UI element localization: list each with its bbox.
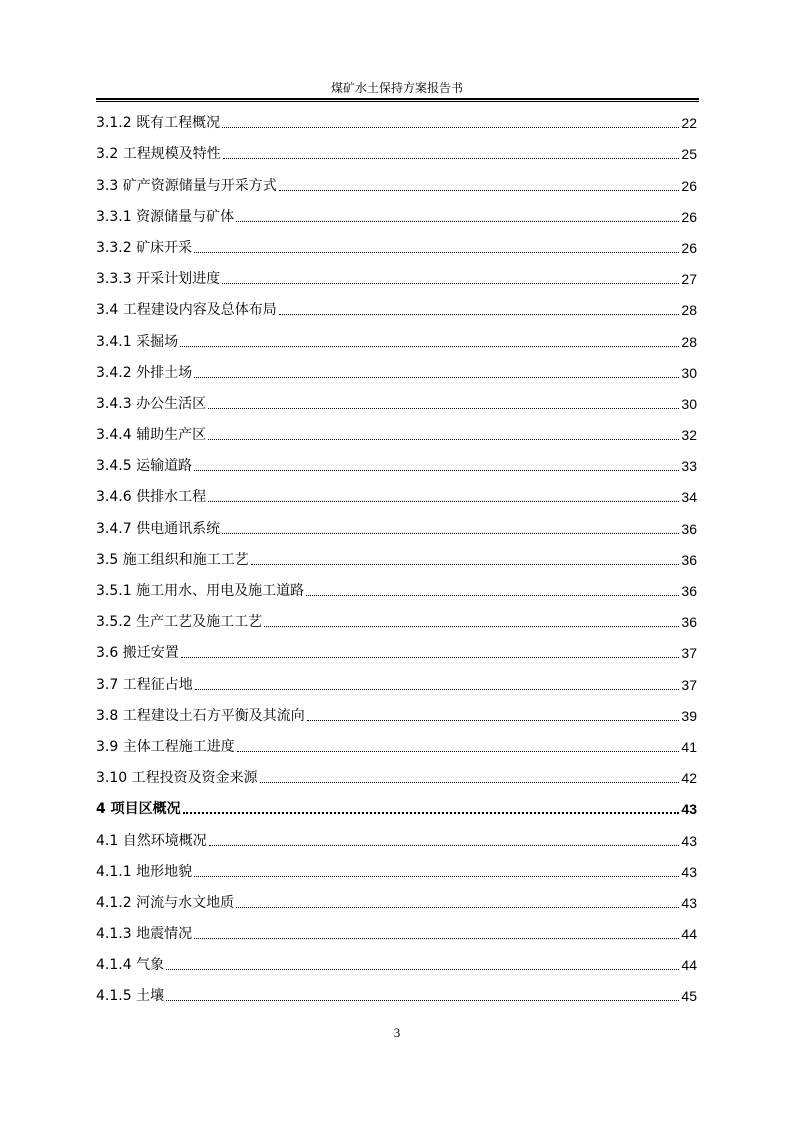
toc-dot-leader — [236, 221, 679, 222]
toc-dot-leader — [279, 190, 680, 191]
toc-entry[interactable] — [96, 882, 697, 913]
toc-entry[interactable] — [96, 352, 697, 383]
toc-entry-label: 3.8 工程建设土石方平衡及其流向 — [96, 707, 305, 724]
toc-dot-leader — [208, 501, 679, 502]
toc-dot-leader — [307, 720, 680, 721]
toc-dot-leader — [306, 595, 679, 596]
toc-dot-leader — [208, 408, 679, 409]
toc-entry-page: 42 — [681, 770, 697, 787]
toc-entry-label: 4.1.5 土壤 — [96, 988, 165, 1005]
toc-entry-page: 44 — [681, 926, 697, 943]
toc-entry[interactable] — [96, 102, 697, 133]
toc-entry[interactable] — [96, 944, 697, 975]
header-rule — [96, 98, 699, 100]
toc-entry-label: 3.4 工程建设内容及总体布局 — [96, 302, 277, 319]
toc-dot-leader — [194, 938, 679, 939]
toc-entry-page: 30 — [681, 364, 697, 381]
toc-dot-leader — [194, 377, 679, 378]
toc-entry-page: 33 — [681, 458, 697, 475]
toc-entry[interactable] — [96, 975, 697, 1006]
toc-entry-page: 44 — [681, 957, 697, 974]
toc-entry[interactable] — [96, 445, 697, 476]
toc-dot-leader — [208, 439, 679, 440]
table-of-contents — [96, 102, 697, 1006]
toc-entry[interactable] — [96, 164, 697, 195]
toc-entry-label: 3.1.2 既有工程概况 — [96, 115, 221, 132]
toc-entry[interactable] — [96, 757, 697, 788]
toc-entry[interactable] — [96, 819, 697, 850]
toc-entry[interactable] — [96, 507, 697, 538]
toc-entry-label: 3.5.2 生产工艺及施工工艺 — [96, 614, 263, 631]
toc-entry[interactable] — [96, 851, 697, 882]
toc-entry-page: 26 — [681, 239, 697, 256]
toc-entry-page: 43 — [681, 894, 697, 911]
toc-entry-page: 43 — [681, 832, 697, 849]
toc-entry-label: 3.5 施工组织和施工工艺 — [96, 551, 249, 568]
toc-entry[interactable] — [96, 539, 697, 570]
toc-entry-page: 26 — [681, 208, 697, 225]
toc-dot-leader — [279, 314, 680, 315]
toc-dot-leader — [195, 689, 680, 690]
header-title: 煤矿水土保持方案报告书 — [330, 81, 463, 95]
toc-entry[interactable] — [96, 788, 697, 819]
page-number: 3 — [393, 1025, 401, 1040]
toc-entry-page: 39 — [681, 707, 697, 724]
toc-entry-label: 4.1 自然环境概况 — [96, 832, 207, 849]
toc-entry-page: 36 — [681, 614, 697, 631]
toc-dot-leader — [166, 1000, 679, 1001]
toc-entry-page: 36 — [681, 583, 697, 599]
toc-entry-label: 3.10 工程投资及资金来源 — [96, 770, 258, 787]
toc-entry-label: 3.4.7 供电通讯系统 — [96, 520, 221, 537]
toc-entry-label: 3.4.1 采掘场 — [96, 333, 179, 350]
toc-entry-label: 3.3.1 资源储量与矿体 — [96, 208, 235, 225]
toc-entry-page: 36 — [681, 520, 697, 537]
toc-dot-leader — [264, 626, 679, 627]
toc-entry[interactable] — [96, 913, 697, 944]
toc-dot-leader — [223, 158, 680, 159]
toc-entry[interactable] — [96, 383, 697, 414]
toc-entry-label: 3.3.2 矿床开采 — [96, 239, 193, 256]
toc-entry[interactable] — [96, 320, 697, 351]
toc-entry-label: 4.1.1 地形地貌 — [96, 863, 193, 880]
toc-dot-leader — [181, 657, 680, 658]
toc-entry[interactable] — [96, 476, 697, 507]
toc-entry-page: 25 — [681, 146, 697, 163]
toc-entry-label: 3.2 工程规模及特性 — [96, 146, 221, 163]
toc-entry-label: 3.3.3 开采计划进度 — [96, 271, 221, 288]
toc-entry-label: 4 项目区概况 — [96, 801, 181, 818]
toc-entry[interactable] — [96, 414, 697, 445]
toc-entry-page: 27 — [681, 271, 697, 288]
toc-entry-label: 3.9 主体工程施工进度 — [96, 738, 235, 755]
toc-entry-label: 3.4.6 供排水工程 — [96, 489, 207, 506]
toc-entry-label: 3.4.4 辅助生产区 — [96, 427, 207, 444]
toc-entry-page: 28 — [681, 333, 697, 350]
toc-entry-label: 3.5.1 施工用水、用电及施工道路 — [96, 583, 305, 599]
toc-dot-leader — [222, 283, 679, 284]
toc-entry[interactable] — [96, 289, 697, 320]
toc-dot-leader — [222, 127, 679, 128]
toc-entry-page: 36 — [681, 551, 697, 568]
toc-entry-label: 3.4.2 外排土场 — [96, 364, 193, 381]
toc-entry-page: 28 — [681, 302, 697, 319]
toc-entry-label: 3.3 矿产资源储量与开采方式 — [96, 177, 277, 194]
toc-dot-leader — [166, 969, 679, 970]
toc-entry-label: 4.1.3 地震情况 — [96, 926, 193, 943]
toc-dot-leader — [209, 845, 680, 846]
toc-entry-label: 3.4.3 办公生活区 — [96, 395, 207, 412]
toc-dot-leader — [222, 533, 679, 534]
toc-entry[interactable] — [96, 726, 697, 757]
toc-entry-page: 37 — [681, 676, 697, 693]
toc-entry[interactable] — [96, 601, 697, 632]
toc-entry-page: 37 — [681, 645, 697, 662]
toc-entry-page: 30 — [681, 395, 697, 412]
toc-entry[interactable] — [96, 632, 697, 663]
toc-dot-leader — [236, 907, 679, 908]
toc-entry[interactable] — [96, 695, 697, 726]
toc-entry-label: 3.6 搬迁安置 — [96, 645, 179, 662]
toc-entry-page: 45 — [681, 988, 697, 1005]
toc-dot-leader — [237, 751, 680, 752]
toc-entry[interactable] — [96, 663, 697, 694]
toc-entry-page: 41 — [681, 738, 697, 755]
toc-dot-leader — [183, 812, 680, 814]
toc-dot-leader — [260, 782, 680, 783]
toc-entry[interactable] — [96, 258, 697, 289]
toc-entry-label: 4.1.4 气象 — [96, 957, 165, 974]
toc-entry-page: 34 — [681, 489, 697, 506]
toc-entry[interactable] — [96, 227, 697, 258]
toc-dot-leader — [194, 470, 679, 471]
toc-entry[interactable] — [96, 570, 697, 601]
toc-entry[interactable] — [96, 133, 697, 164]
toc-entry-page: 22 — [681, 115, 697, 132]
toc-entry-page: 43 — [681, 863, 697, 880]
toc-dot-leader — [194, 252, 679, 253]
toc-entry-label: 4.1.2 河流与水文地质 — [96, 894, 235, 911]
toc-entry-label: 3.7 工程征占地 — [96, 676, 193, 693]
toc-dot-leader — [194, 876, 679, 877]
toc-dot-leader — [180, 346, 679, 347]
toc-dot-leader — [251, 564, 680, 565]
toc-entry[interactable] — [96, 196, 697, 227]
toc-entry-page: 26 — [681, 177, 697, 194]
toc-entry-page: 32 — [681, 427, 697, 444]
toc-entry-page: 43 — [681, 801, 697, 818]
toc-entry-label: 3.4.5 运输道路 — [96, 458, 193, 475]
